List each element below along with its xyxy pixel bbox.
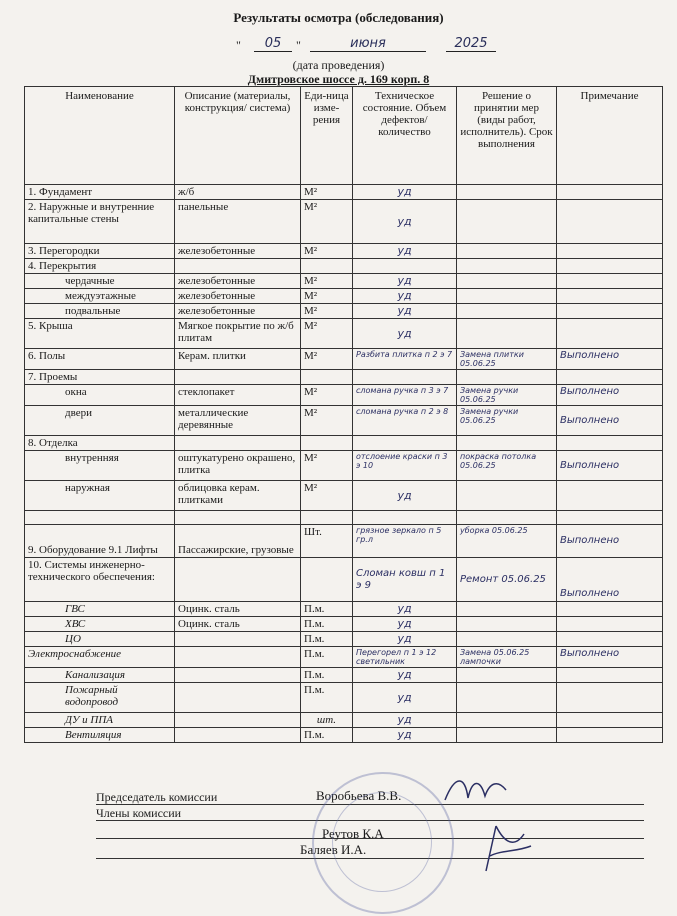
row-unit: Шт. [301, 525, 353, 558]
row-note: Выполнено [557, 558, 663, 602]
row-state: уд [353, 602, 457, 617]
table-row [25, 200, 663, 244]
row-desc: Оцинк. сталь [175, 602, 301, 617]
row-note [557, 728, 663, 743]
row-name: 10. Системы инженерно-технического обеспечения: [25, 558, 175, 602]
row-note [557, 200, 663, 244]
row-state: уд [353, 319, 457, 349]
table-row [25, 558, 663, 602]
row-desc: Оцинк. сталь [175, 617, 301, 632]
row-desc [175, 728, 301, 743]
report-title: Результаты осмотра (обследования) [233, 10, 444, 25]
row-unit: П.м. [301, 647, 353, 668]
row-name: 5. Крыша [25, 319, 175, 349]
table-row [25, 511, 663, 525]
column-header: Техническое состояние. Объем дефектов/ количество [353, 87, 457, 185]
row-note [557, 683, 663, 713]
row-unit: П.м. [301, 602, 353, 617]
row-desc [175, 436, 301, 451]
row-unit: П.м. [301, 728, 353, 743]
row-name: Канализация [25, 668, 175, 683]
table-row [25, 632, 663, 647]
row-decision [457, 728, 557, 743]
row-note [557, 668, 663, 683]
row-decision [457, 185, 557, 200]
row-unit: М² [301, 274, 353, 289]
row-state [353, 259, 457, 274]
row-unit: П.м. [301, 617, 353, 632]
row-decision [457, 436, 557, 451]
date-quote-close: " [296, 38, 301, 52]
row-unit: М² [301, 385, 353, 406]
row-decision [457, 319, 557, 349]
row-desc [175, 647, 301, 668]
member-2-name: Баляев И.А. [300, 842, 367, 857]
building-address: Дмитровское шоссе д. 169 корп. 8 [247, 72, 430, 86]
row-unit: П.м. [301, 632, 353, 647]
row-decision [457, 304, 557, 319]
row-desc: железобетонные [175, 304, 301, 319]
table-row [25, 259, 663, 274]
row-state: отслоение краски п 3 э 10 [353, 451, 457, 481]
row-desc [175, 632, 301, 647]
row-desc [175, 668, 301, 683]
row-state: уд [353, 185, 457, 200]
row-state: уд [353, 617, 457, 632]
row-name: 2. Наружные и внутренние капитальные стены [25, 200, 175, 244]
table-row [25, 274, 663, 289]
row-unit: шт. [301, 713, 353, 728]
row-desc: железобетонные [175, 274, 301, 289]
date-year: 2025 [446, 36, 496, 52]
row-name: подвальные [25, 304, 175, 319]
row-name: ДУ и ППА [25, 713, 175, 728]
row-state [353, 370, 457, 385]
row-desc: Керам. плитки [175, 349, 301, 370]
row-state: Разбита плитка п 2 э 7 [353, 349, 457, 370]
date-caption: (дата проведения) [292, 58, 385, 72]
row-state: уд [353, 728, 457, 743]
row-unit: М² [301, 200, 353, 244]
row-unit: М² [301, 451, 353, 481]
row-state: уд [353, 668, 457, 683]
row-name: двери [25, 406, 175, 436]
column-header: Описание (материалы, конструкция/ система) [175, 87, 301, 185]
row-name: 1. Фундамент [25, 185, 175, 200]
row-desc: Мягкое покрытие по ж/б плитам [175, 319, 301, 349]
row-decision [457, 200, 557, 244]
row-state: уд [353, 481, 457, 511]
row-unit: М² [301, 481, 353, 511]
date-month: июня [310, 36, 426, 52]
row-desc [175, 558, 301, 602]
row-note: Выполнено [557, 451, 663, 481]
row-state: уд [353, 713, 457, 728]
table-row [25, 436, 663, 451]
member-1-name: Реутов К.А [322, 826, 384, 841]
row-decision [457, 244, 557, 259]
row-decision: Замена 05.06.25 лампочки [457, 647, 557, 668]
row-name: 6. Полы [25, 349, 175, 370]
row-state: уд [353, 683, 457, 713]
date-quote-open: " [236, 38, 241, 52]
row-state: уд [353, 200, 457, 244]
table-row [25, 370, 663, 385]
row-unit [301, 558, 353, 602]
row-note: Выполнено [557, 385, 663, 406]
row-unit [301, 511, 353, 525]
row-unit: М² [301, 406, 353, 436]
column-header: Решение о принятии мер (виды работ, исполнитель). Срок выполнения [457, 87, 557, 185]
row-desc: металлические деревянные [175, 406, 301, 436]
row-unit [301, 370, 353, 385]
table-row [25, 319, 663, 349]
row-decision: Замена ручки 05.06.25 [457, 385, 557, 406]
table-row [25, 602, 663, 617]
chairman-signature-icon [440, 770, 510, 810]
row-desc [175, 370, 301, 385]
row-name: чердачные [25, 274, 175, 289]
row-desc [175, 511, 301, 525]
row-state: грязное зеркало п 5 гр.л [353, 525, 457, 558]
row-name: окна [25, 385, 175, 406]
date-day: 05 [254, 36, 292, 52]
row-state: уд [353, 632, 457, 647]
row-name: 4. Перекрытия [25, 259, 175, 274]
table-row [25, 668, 663, 683]
row-decision: уборка 05.06.25 [457, 525, 557, 558]
table-row [25, 406, 663, 436]
row-note: Выполнено [557, 406, 663, 436]
row-note [557, 244, 663, 259]
row-desc: ж/б [175, 185, 301, 200]
row-name: внутренняя [25, 451, 175, 481]
row-state: Перегорел п 1 э 12 светильник [353, 647, 457, 668]
row-name: наружная [25, 481, 175, 511]
row-desc: стеклопакет [175, 385, 301, 406]
table-row [25, 525, 663, 558]
table-row [25, 683, 663, 713]
row-decision [457, 481, 557, 511]
row-name: ХВС [25, 617, 175, 632]
row-name: Вентиляция [25, 728, 175, 743]
row-note [557, 436, 663, 451]
row-name [25, 511, 175, 525]
row-state [353, 436, 457, 451]
row-note [557, 259, 663, 274]
row-unit: М² [301, 349, 353, 370]
table-row [25, 385, 663, 406]
row-decision [457, 617, 557, 632]
row-desc: панельные [175, 200, 301, 244]
chairman-label: Председатель комиссии [96, 790, 218, 804]
row-decision [457, 602, 557, 617]
column-header: Еди-ница изме-рения [301, 87, 353, 185]
table-row [25, 349, 663, 370]
table-row [25, 289, 663, 304]
row-note [557, 304, 663, 319]
row-state: уд [353, 289, 457, 304]
row-desc: облицовка керам. плитками [175, 481, 301, 511]
row-decision: Замена плитки 05.06.25 [457, 349, 557, 370]
row-unit: М² [301, 289, 353, 304]
row-desc [175, 713, 301, 728]
row-name: междуэтажные [25, 289, 175, 304]
row-unit: М² [301, 304, 353, 319]
row-name: 8. Отделка [25, 436, 175, 451]
row-unit: М² [301, 319, 353, 349]
row-decision [457, 511, 557, 525]
row-note: Выполнено [557, 525, 663, 558]
inspection-table [24, 86, 663, 743]
row-state: сломана ручка п 2 э 8 [353, 406, 457, 436]
row-decision [457, 668, 557, 683]
row-unit [301, 259, 353, 274]
seal-stamp-icon [312, 772, 454, 914]
row-name: ЦО [25, 632, 175, 647]
row-state: уд [353, 244, 457, 259]
column-header: Наименование [25, 87, 175, 185]
row-note [557, 617, 663, 632]
row-desc: железобетонные [175, 244, 301, 259]
inspection-date [236, 38, 506, 58]
row-decision [457, 289, 557, 304]
row-note [557, 602, 663, 617]
row-decision: Ремонт 05.06.25 [457, 558, 557, 602]
row-decision [457, 713, 557, 728]
row-unit: П.м. [301, 683, 353, 713]
table-row [25, 244, 663, 259]
row-state: сломана ручка п 3 э 7 [353, 385, 457, 406]
row-desc: оштукатурено окрашено, плитка [175, 451, 301, 481]
table-row [25, 647, 663, 668]
row-note [557, 632, 663, 647]
row-desc: железобетонные [175, 289, 301, 304]
row-state [353, 511, 457, 525]
row-name: 9. Оборудование 9.1 Лифты [25, 525, 175, 558]
row-note [557, 370, 663, 385]
row-note [557, 289, 663, 304]
row-name: 3. Перегородки [25, 244, 175, 259]
row-state: уд [353, 304, 457, 319]
row-note [557, 481, 663, 511]
row-decision [457, 370, 557, 385]
row-decision [457, 274, 557, 289]
row-note [557, 185, 663, 200]
row-unit: П.м. [301, 668, 353, 683]
table-row [25, 617, 663, 632]
row-name: ГВС [25, 602, 175, 617]
row-name: 7. Проемы [25, 370, 175, 385]
row-unit [301, 436, 353, 451]
table-row [25, 304, 663, 319]
members-label: Члены комиссии [96, 806, 182, 820]
column-header: Примечание [557, 87, 663, 185]
table-row [25, 185, 663, 200]
row-desc: Пассажирские, грузовые [175, 525, 301, 558]
row-state: Сломан ковш п 1 э 9 [353, 558, 457, 602]
row-note [557, 274, 663, 289]
row-note: Выполнено [557, 647, 663, 668]
member-signature-icon [476, 816, 536, 876]
row-note: Выполнено [557, 349, 663, 370]
table-row [25, 728, 663, 743]
row-note [557, 511, 663, 525]
chairman-name: Воробьева В.В. [316, 788, 402, 803]
table-row [25, 451, 663, 481]
row-name: Электроснабжение [25, 647, 175, 668]
row-unit: М² [301, 185, 353, 200]
row-state: уд [353, 274, 457, 289]
row-decision: покраска потолка 05.06.25 [457, 451, 557, 481]
row-note [557, 319, 663, 349]
row-note [557, 713, 663, 728]
row-name: Пожарный водопровод [25, 683, 175, 713]
row-desc [175, 259, 301, 274]
row-decision: Замена ручки 05.06.25 [457, 406, 557, 436]
table-row [25, 481, 663, 511]
row-desc [175, 683, 301, 713]
row-unit: М² [301, 244, 353, 259]
table-row [25, 713, 663, 728]
row-decision [457, 259, 557, 274]
row-decision [457, 683, 557, 713]
row-decision [457, 632, 557, 647]
